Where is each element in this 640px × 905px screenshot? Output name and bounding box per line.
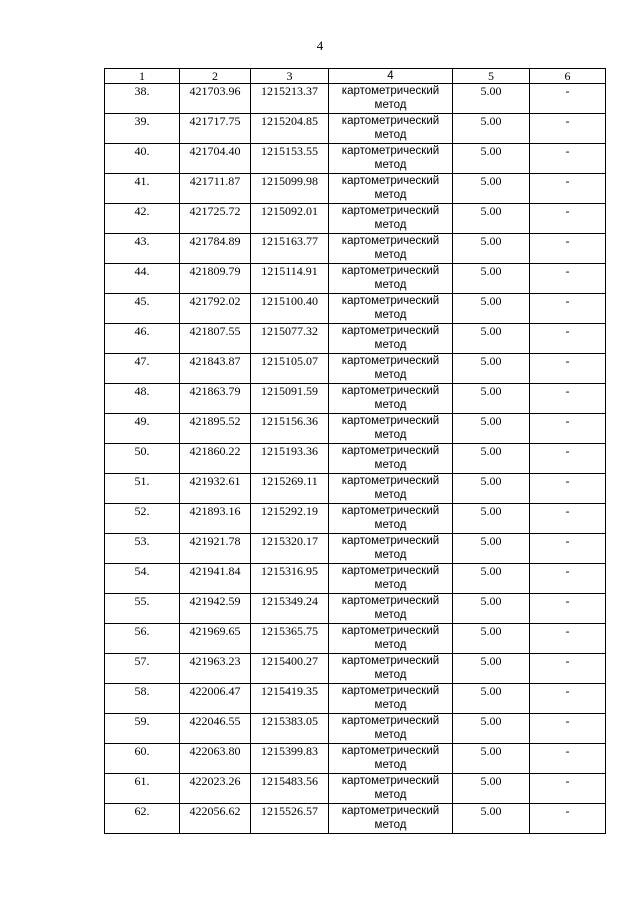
method-cell: картометрический метод — [329, 264, 453, 294]
accuracy-cell: 5.00 — [453, 264, 530, 294]
point-number-cell: 42. — [105, 204, 180, 234]
x-coordinate-cell: 421807.55 — [180, 324, 251, 354]
note-cell: - — [530, 234, 606, 264]
x-coordinate-cell: 421860.22 — [180, 444, 251, 474]
y-coordinate-cell: 1215153.55 — [251, 144, 329, 174]
accuracy-cell: 5.00 — [453, 774, 530, 804]
table-row — [105, 234, 606, 264]
accuracy-cell: 5.00 — [453, 444, 530, 474]
method-cell: картометрический метод — [329, 234, 453, 264]
note-cell: - — [530, 84, 606, 114]
method-cell: картометрический метод — [329, 504, 453, 534]
column-header-4: 4 — [329, 69, 453, 84]
method-cell: картометрический метод — [329, 114, 453, 144]
accuracy-cell: 5.00 — [453, 624, 530, 654]
column-header-2: 2 — [180, 69, 251, 84]
accuracy-cell: 5.00 — [453, 114, 530, 144]
accuracy-cell: 5.00 — [453, 534, 530, 564]
y-coordinate-cell: 1215399.83 — [251, 744, 329, 774]
header-row — [105, 69, 606, 84]
accuracy-cell: 5.00 — [453, 144, 530, 174]
note-cell: - — [530, 504, 606, 534]
note-cell: - — [530, 204, 606, 234]
note-cell: - — [530, 684, 606, 714]
point-number-cell: 52. — [105, 504, 180, 534]
table-row — [105, 504, 606, 534]
x-coordinate-cell: 422006.47 — [180, 684, 251, 714]
column-header-5: 5 — [453, 69, 530, 84]
y-coordinate-cell: 1215204.85 — [251, 114, 329, 144]
table-row — [105, 204, 606, 234]
accuracy-cell: 5.00 — [453, 324, 530, 354]
column-header-6: 6 — [530, 69, 606, 84]
point-number-cell: 61. — [105, 774, 180, 804]
y-coordinate-cell: 1215091.59 — [251, 384, 329, 414]
y-coordinate-cell: 1215483.56 — [251, 774, 329, 804]
x-coordinate-cell: 421704.40 — [180, 144, 251, 174]
method-cell: картометрический метод — [329, 744, 453, 774]
method-cell: картометрический метод — [329, 654, 453, 684]
point-number-cell: 50. — [105, 444, 180, 474]
note-cell: - — [530, 324, 606, 354]
x-coordinate-cell: 421893.16 — [180, 504, 251, 534]
x-coordinate-cell: 422023.26 — [180, 774, 251, 804]
table-row — [105, 174, 606, 204]
note-cell: - — [530, 384, 606, 414]
table-row — [105, 654, 606, 684]
note-cell: - — [530, 534, 606, 564]
y-coordinate-cell: 1215114.91 — [251, 264, 329, 294]
method-cell: картометрический метод — [329, 204, 453, 234]
x-coordinate-cell: 421941.84 — [180, 564, 251, 594]
note-cell: - — [530, 144, 606, 174]
method-cell: картометрический метод — [329, 714, 453, 744]
method-cell: картометрический метод — [329, 414, 453, 444]
accuracy-cell: 5.00 — [453, 504, 530, 534]
table-body — [105, 84, 606, 834]
point-number-cell: 62. — [105, 804, 180, 834]
method-cell: картометрический метод — [329, 774, 453, 804]
x-coordinate-cell: 421932.61 — [180, 474, 251, 504]
x-coordinate-cell: 421809.79 — [180, 264, 251, 294]
method-cell: картометрический метод — [329, 684, 453, 714]
x-coordinate-cell: 421963.23 — [180, 654, 251, 684]
method-cell: картометрический метод — [329, 174, 453, 204]
note-cell: - — [530, 174, 606, 204]
x-coordinate-cell: 421942.59 — [180, 594, 251, 624]
x-coordinate-cell: 422046.55 — [180, 714, 251, 744]
x-coordinate-cell: 422056.62 — [180, 804, 251, 834]
note-cell: - — [530, 744, 606, 774]
table-row — [105, 534, 606, 564]
method-cell: картометрический метод — [329, 564, 453, 594]
x-coordinate-cell: 421921.78 — [180, 534, 251, 564]
coordinates-table — [104, 68, 606, 834]
x-coordinate-cell: 421895.52 — [180, 414, 251, 444]
page-number: 4 — [316, 38, 324, 53]
note-cell: - — [530, 264, 606, 294]
table-row — [105, 774, 606, 804]
accuracy-cell: 5.00 — [453, 684, 530, 714]
point-number-cell: 43. — [105, 234, 180, 264]
note-cell: - — [530, 294, 606, 324]
y-coordinate-cell: 1215349.24 — [251, 594, 329, 624]
method-cell: картометрический метод — [329, 534, 453, 564]
column-header-3: 3 — [251, 69, 329, 84]
note-cell: - — [530, 624, 606, 654]
accuracy-cell: 5.00 — [453, 594, 530, 624]
table-row — [105, 144, 606, 174]
accuracy-cell: 5.00 — [453, 804, 530, 834]
point-number-cell: 45. — [105, 294, 180, 324]
accuracy-cell: 5.00 — [453, 414, 530, 444]
point-number-cell: 38. — [105, 84, 180, 114]
method-cell: картометрический метод — [329, 804, 453, 834]
note-cell: - — [530, 654, 606, 684]
table-row — [105, 474, 606, 504]
note-cell: - — [530, 354, 606, 384]
point-number-cell: 48. — [105, 384, 180, 414]
method-cell: картометрический метод — [329, 624, 453, 654]
accuracy-cell: 5.00 — [453, 204, 530, 234]
method-cell: картометрический метод — [329, 444, 453, 474]
point-number-cell: 44. — [105, 264, 180, 294]
method-cell: картометрический метод — [329, 354, 453, 384]
table-row — [105, 114, 606, 144]
accuracy-cell: 5.00 — [453, 654, 530, 684]
y-coordinate-cell: 1215419.35 — [251, 684, 329, 714]
y-coordinate-cell: 1215213.37 — [251, 84, 329, 114]
accuracy-cell: 5.00 — [453, 294, 530, 324]
method-cell: картометрический метод — [329, 84, 453, 114]
table-row — [105, 804, 606, 834]
y-coordinate-cell: 1215193.36 — [251, 444, 329, 474]
table-row — [105, 414, 606, 444]
point-number-cell: 58. — [105, 684, 180, 714]
table-row — [105, 564, 606, 594]
y-coordinate-cell: 1215156.36 — [251, 414, 329, 444]
method-cell: картометрический метод — [329, 594, 453, 624]
point-number-cell: 56. — [105, 624, 180, 654]
point-number-cell: 55. — [105, 594, 180, 624]
x-coordinate-cell: 421969.65 — [180, 624, 251, 654]
accuracy-cell: 5.00 — [453, 384, 530, 414]
point-number-cell: 59. — [105, 714, 180, 744]
table-row — [105, 714, 606, 744]
point-number-cell: 39. — [105, 114, 180, 144]
accuracy-cell: 5.00 — [453, 84, 530, 114]
method-cell: картометрический метод — [329, 294, 453, 324]
point-number-cell: 54. — [105, 564, 180, 594]
y-coordinate-cell: 1215316.95 — [251, 564, 329, 594]
table-row — [105, 594, 606, 624]
table-row — [105, 264, 606, 294]
y-coordinate-cell: 1215365.75 — [251, 624, 329, 654]
point-number-cell: 46. — [105, 324, 180, 354]
y-coordinate-cell: 1215320.17 — [251, 534, 329, 564]
y-coordinate-cell: 1215163.77 — [251, 234, 329, 264]
accuracy-cell: 5.00 — [453, 234, 530, 264]
point-number-cell: 53. — [105, 534, 180, 564]
y-coordinate-cell: 1215383.05 — [251, 714, 329, 744]
point-number-cell: 40. — [105, 144, 180, 174]
x-coordinate-cell: 422063.80 — [180, 744, 251, 774]
table-row — [105, 684, 606, 714]
y-coordinate-cell: 1215105.07 — [251, 354, 329, 384]
x-coordinate-cell: 421703.96 — [180, 84, 251, 114]
y-coordinate-cell: 1215099.98 — [251, 174, 329, 204]
note-cell: - — [530, 564, 606, 594]
point-number-cell: 60. — [105, 744, 180, 774]
table-header — [105, 69, 606, 84]
point-number-cell: 47. — [105, 354, 180, 384]
accuracy-cell: 5.00 — [453, 714, 530, 744]
point-number-cell: 57. — [105, 654, 180, 684]
x-coordinate-cell: 421725.72 — [180, 204, 251, 234]
table-row — [105, 294, 606, 324]
accuracy-cell: 5.00 — [453, 744, 530, 774]
table-row — [105, 84, 606, 114]
table-row — [105, 444, 606, 474]
note-cell: - — [530, 114, 606, 144]
y-coordinate-cell: 1215269.11 — [251, 474, 329, 504]
x-coordinate-cell: 421843.87 — [180, 354, 251, 384]
table-row — [105, 354, 606, 384]
y-coordinate-cell: 1215526.57 — [251, 804, 329, 834]
table-row — [105, 624, 606, 654]
y-coordinate-cell: 1215292.19 — [251, 504, 329, 534]
x-coordinate-cell: 421792.02 — [180, 294, 251, 324]
table-row — [105, 744, 606, 774]
table-row — [105, 384, 606, 414]
accuracy-cell: 5.00 — [453, 354, 530, 384]
point-number-cell: 41. — [105, 174, 180, 204]
y-coordinate-cell: 1215400.27 — [251, 654, 329, 684]
method-cell: картометрический метод — [329, 384, 453, 414]
accuracy-cell: 5.00 — [453, 174, 530, 204]
method-cell: картометрический метод — [329, 324, 453, 354]
note-cell: - — [530, 474, 606, 504]
note-cell: - — [530, 714, 606, 744]
accuracy-cell: 5.00 — [453, 564, 530, 594]
x-coordinate-cell: 421863.79 — [180, 384, 251, 414]
point-number-cell: 49. — [105, 414, 180, 444]
method-cell: картометрический метод — [329, 474, 453, 504]
y-coordinate-cell: 1215100.40 — [251, 294, 329, 324]
y-coordinate-cell: 1215092.01 — [251, 204, 329, 234]
column-header-1: 1 — [105, 69, 180, 84]
note-cell: - — [530, 444, 606, 474]
y-coordinate-cell: 1215077.32 — [251, 324, 329, 354]
note-cell: - — [530, 414, 606, 444]
note-cell: - — [530, 774, 606, 804]
accuracy-cell: 5.00 — [453, 474, 530, 504]
table-row — [105, 324, 606, 354]
point-number-cell: 51. — [105, 474, 180, 504]
method-cell: картометрический метод — [329, 144, 453, 174]
x-coordinate-cell: 421717.75 — [180, 114, 251, 144]
note-cell: - — [530, 594, 606, 624]
x-coordinate-cell: 421784.89 — [180, 234, 251, 264]
x-coordinate-cell: 421711.87 — [180, 174, 251, 204]
note-cell: - — [530, 804, 606, 834]
